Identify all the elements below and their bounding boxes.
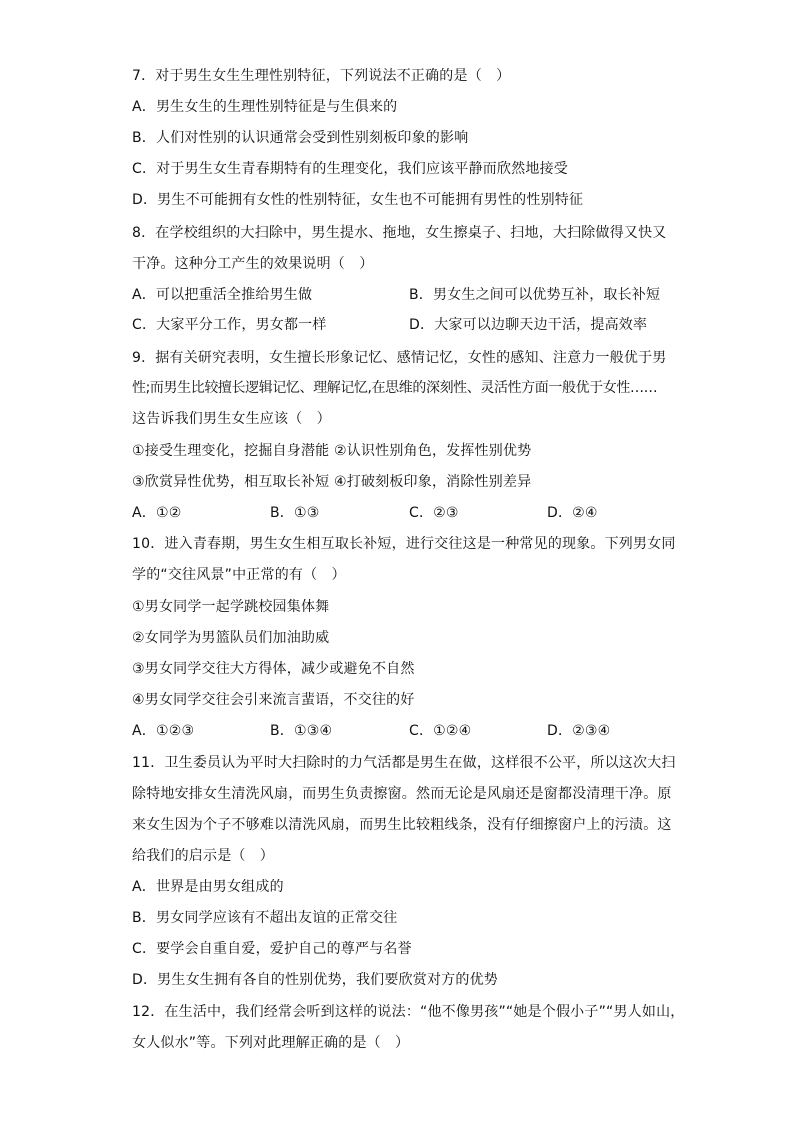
question-11-option-a: A．世界是由男女组成的: [132, 879, 284, 895]
question-10-option-a: A．①②③: [132, 723, 195, 739]
question-8-stem-line-2: 干净。这种分工产生的效果说明（ ）: [132, 256, 374, 272]
question-8-option-c: C．大家平分工作，男女都一样: [132, 317, 327, 333]
question-7-option-c: C．对于男生女生青春期特有的生理变化，我们应该平静而欣然地接受: [132, 161, 568, 177]
question-7-option-b: B．人们对性别的认识通常会受到性别刻板印象的影响: [132, 130, 469, 146]
question-8-option-d: D．大家可以边聊天边干活，提高效率: [409, 317, 648, 333]
question-9-option-b: B．①③: [270, 505, 320, 521]
question-10-option-c: C．①②④: [409, 723, 472, 739]
question-10-option-b: B．①③④: [270, 723, 333, 739]
question-7-option-d: D．男生不可能拥有女性的性别特征，女生也不可能拥有男性的性别特征: [132, 192, 584, 208]
question-9-statements-3-4: ③欣赏异性优势，相互取长补短 ④打破刻板印象，消除性别差异: [132, 474, 532, 490]
question-7-stem: 7．对于男生女生生理性别特征，下列说法不正确的是（ ）: [132, 68, 511, 84]
question-9-option-c: C．②③: [409, 505, 459, 521]
question-12-stem-line-2: 女人似水”等。下列对此理解正确的是（ ）: [132, 1035, 410, 1051]
question-9-statements-1-2: ①接受生理变化，挖掘自身潜能 ②认识性别角色，发挥性别优势: [132, 443, 532, 459]
question-11-stem-line-3: 来女生因为个子不够难以清洗风扇，而男生比较粗线条，没有仔细擦窗户上的污渍。这: [132, 817, 672, 833]
question-10-statement-1: ①男女同学一起学跳校园集体舞: [132, 599, 330, 615]
question-10-statement-2: ②女同学为男篮队员们加油助威: [132, 630, 330, 646]
question-8-option-a: A．可以把重活全推给男生做: [132, 287, 313, 303]
question-10-option-d: D．②③④: [547, 723, 611, 739]
question-9-option-a: A．①②: [132, 505, 182, 521]
question-9-stem-line-2: 性;而男生比较擅长逻辑记忆、理解记忆,在思维的深刻性、灵活性方面一般优于女性……: [132, 380, 658, 396]
question-7-option-a: A．男生女生的生理性别特征是与生俱来的: [132, 99, 398, 115]
question-11-stem-line-2: 除特地安排女生清洗风扇，而男生负责擦窗。然而无论是风扇还是窗都没清理干净。原: [132, 786, 672, 802]
question-11-stem-line-4: 给我们的启示是（ ）: [132, 848, 274, 864]
question-9-stem-line-1: 9．据有关研究表明，女生擅长形象记忆、感情记忆，女性的感知、注意力一般优于男: [132, 350, 667, 366]
question-10-stem-line-2: 学的“交往风景”中正常的有（ ）: [132, 567, 346, 583]
question-8-option-b: B．男女生之间可以优势互补，取长补短: [409, 287, 661, 303]
question-11-option-d: D．男生女生拥有各自的性别优势，我们要欣赏对方的优势: [132, 972, 498, 988]
question-12-stem-line-1: 12．在生活中，我们经常会听到这样的说法：“他不像男孩”“她是个假小子”“男人如山，: [132, 1004, 685, 1020]
question-11-option-b: B．男女同学应该有不超出友谊的正常交往: [132, 910, 398, 926]
question-9-stem-line-3: 这告诉我们男生女生应该（ ）: [132, 411, 331, 427]
question-10-statement-4: ④男女同学交往会引来流言蜚语，不交往的好: [132, 692, 415, 708]
question-11-option-c: C．要学会自重自爱，爱护自己的尊严与名誉: [132, 941, 412, 957]
question-10-statement-3: ③男女同学交往大方得体，减少或避免不自然: [132, 661, 415, 677]
question-10-stem-line-1: 10．进入青春期，男生女生相互取长补短，进行交往这是一种常见的现象。下列男女同: [132, 536, 676, 552]
question-11-stem-line-1: 11．卫生委员认为平时大扫除时的力气活都是男生在做，这样很不公平，所以这次大扫: [132, 755, 676, 771]
question-8-stem-line-1: 8．在学校组织的大扫除中，男生提水、拖地，女生擦桌子、扫地，大扫除做得又快又: [132, 225, 667, 241]
question-9-option-d: D．②④: [547, 505, 598, 521]
